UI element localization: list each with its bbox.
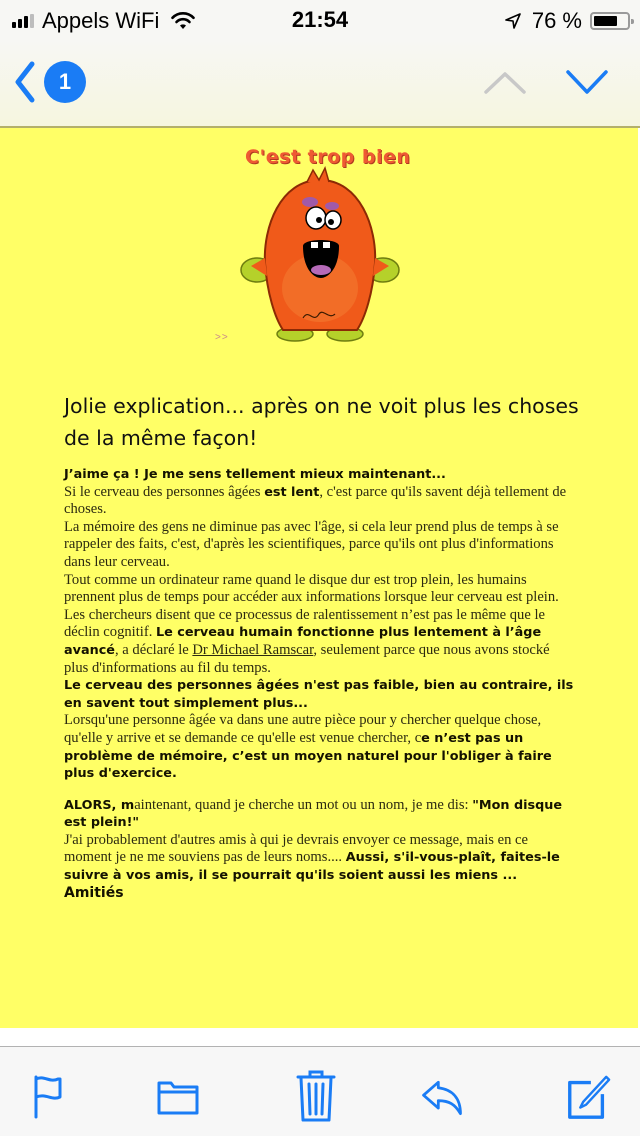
email-headline: Jolie explication... après on ne voit plus les choses de la même façon! [64, 394, 579, 450]
paragraph-4: Les chercheurs disent que ce processus de ralentissement n’est pas le même que le déclin cognitif. Le cerveau humain fonctionne plus lentement à l’âge avancé, a déclaré le Dr Michael Ramscar, seulement parce que nous avons stocké plus d'informations au fil du temps. [64, 606, 550, 676]
trash-icon [294, 1069, 338, 1125]
wifi-icon [171, 12, 195, 30]
flag-icon [28, 1073, 68, 1121]
reply-icon [418, 1075, 466, 1119]
location-arrow-icon [504, 12, 522, 30]
paragraph-7: ALORS, maintenant, quand je cherche un mot ou un nom, je me dis: "Mon disque est plein!" [64, 796, 563, 831]
chevron-up-icon[interactable] [482, 68, 528, 96]
status-bar [0, 0, 640, 40]
carrier-label: Appels WiFi [42, 8, 160, 33]
email-body [0, 128, 638, 1028]
paragraph-8: J'ai probablement d'autres amis à qui je devrais envoyer ce message, mais en ce moment je ne me souviens pas de leurs noms.... Aussi, s'il-vous-plaît, faites-le suivre à vos amis, il se pourrait qu'ils soient aussi les miens ... [64, 831, 560, 884]
art-arrows: >> [215, 332, 229, 343]
paragraph-2: La mémoire des gens ne diminue pas avec l'âge, si cela leur prend plus de temps à se rappeler des faits, c'est, d'après les scientifiques, parce qu'ils ont plus d'informations dans leur cerveau. [64, 518, 559, 570]
paragraph-5: Le cerveau des personnes âgées n'est pas faible, bien au contraire, ils en savent tout simplement plus... [64, 678, 574, 711]
nav-bar [0, 40, 640, 128]
status-time: 21:54 [291, 7, 349, 32]
unread-count-badge: 1 [44, 61, 86, 103]
folder-icon [155, 1075, 201, 1119]
compose-icon [564, 1072, 612, 1122]
art-title: C'est trop bien [245, 146, 411, 168]
status-left [12, 8, 195, 34]
flag-button[interactable] [24, 1073, 72, 1121]
reply-button[interactable] [418, 1073, 466, 1121]
signal-icon [12, 14, 34, 28]
paragraph-3: Tout comme un ordinateur rame quand le disque dur est trop plein, les humains prennent plus de temps pour accéder aux informations lorsque leur cerveau est plein. [64, 571, 559, 606]
trash-button[interactable] [292, 1073, 340, 1121]
email-text [64, 466, 574, 902]
chevron-left-icon [14, 60, 36, 104]
intro-line: J’aime ça ! Je me sens tellement mieux maintenant... [64, 467, 446, 482]
monster-illustration [235, 158, 405, 348]
status-right [504, 8, 630, 34]
battery-icon [590, 12, 630, 30]
compose-button[interactable] [564, 1073, 612, 1121]
back-button[interactable] [14, 60, 86, 104]
bottom-toolbar [0, 1047, 640, 1136]
paragraph-1: Si le cerveau des personnes âgées est lent, c'est parce qu'ils savent déjà tellement de choses. [64, 483, 567, 518]
battery-fill [594, 16, 617, 26]
move-to-folder-button[interactable] [154, 1073, 202, 1121]
battery-percent: 76 % [531, 8, 582, 33]
signature: Amitiés [64, 884, 124, 901]
ramscar-link[interactable]: Dr Michael Ramscar [192, 641, 314, 658]
chevron-down-icon[interactable] [564, 66, 610, 96]
paragraph-6: Lorsqu'une personne âgée va dans une autre pièce pour y chercher quelque chose, qu'elle y arrive et se demande ce qu'elle est venue chercher, ce n’est pas un problème de mémoire, c’est un moyen naturel pour l'obliger à faire plus d'exercice. [64, 712, 552, 782]
